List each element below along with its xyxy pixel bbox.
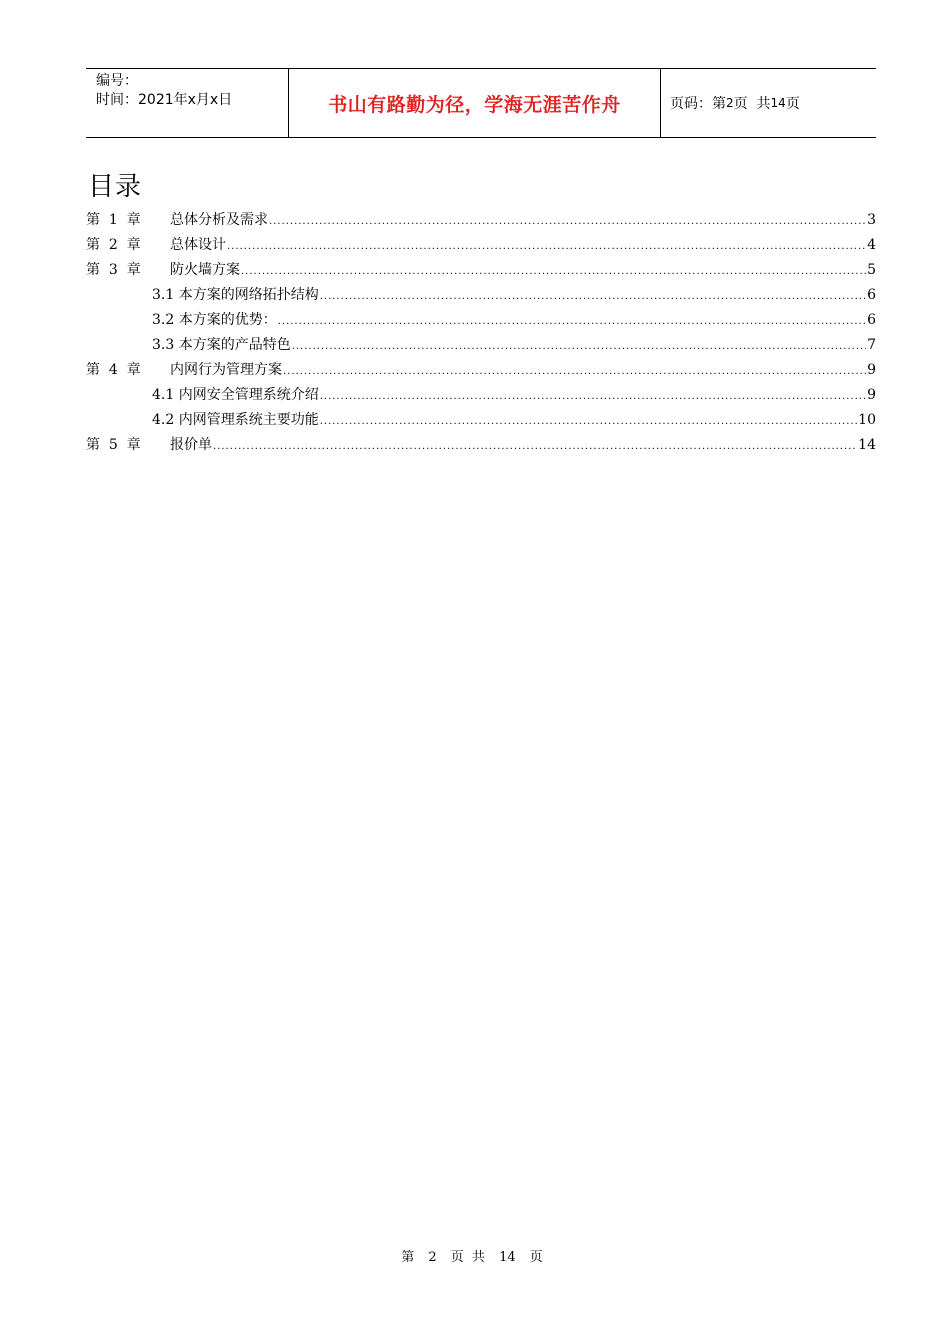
toc-entry-title: 3.1 本方案的网络拓扑结构 <box>152 287 319 303</box>
toc-entry-chapter-5[interactable] <box>86 433 876 458</box>
toc-title: 目录 <box>88 172 143 202</box>
toc-chapter-label: 第 4 章 <box>86 362 141 378</box>
header-motto: 书山有路勤为径，学海无涯苦作舟 <box>288 69 661 137</box>
toc-entry-section-3-3[interactable] <box>86 333 876 358</box>
toc-leader-dots <box>269 209 866 234</box>
toc-entry-title: 3.3 本方案的产品特色 <box>152 337 291 353</box>
toc-entry-section-4-2[interactable] <box>86 408 876 433</box>
toc-chapter-label: 第 3 章 <box>86 262 141 278</box>
toc-chapter-label: 第 2 章 <box>86 237 141 253</box>
toc-leader-dots <box>278 309 866 334</box>
toc-entry-page: 6 <box>867 287 876 303</box>
toc-entry-title: 内网行为管理方案 <box>170 362 282 378</box>
toc-entry-title: 4.1 内网安全管理系统介绍 <box>152 387 319 403</box>
page-footer <box>0 1246 950 1265</box>
footer-current: 2 <box>428 1250 437 1265</box>
table-of-contents <box>86 208 876 458</box>
toc-entry-page: 3 <box>867 212 876 228</box>
header-number-label: 编号： <box>96 73 138 89</box>
header-time-label: 时间：2021年x月x日 <box>96 92 233 108</box>
toc-leader-dots <box>320 384 866 409</box>
toc-entry-page: 6 <box>867 312 876 328</box>
toc-entry-title: 防火墙方案 <box>170 262 240 278</box>
toc-entry-title: 总体设计 <box>170 237 226 253</box>
header-meta <box>86 69 288 137</box>
toc-entry-page: 4 <box>867 237 876 253</box>
toc-entry-page: 9 <box>867 387 876 403</box>
footer-mid: 页 共 <box>450 1250 485 1265</box>
toc-leader-dots <box>241 259 866 284</box>
toc-entry-title: 4.2 内网管理系统主要功能 <box>152 412 319 428</box>
footer-post: 页 <box>529 1250 543 1265</box>
toc-entry-section-3-2[interactable] <box>86 308 876 333</box>
header-page-mid: 页 共 <box>733 96 771 112</box>
page-header <box>86 68 876 138</box>
toc-entry-chapter-3[interactable] <box>86 258 876 283</box>
toc-leader-dots <box>227 234 866 259</box>
toc-leader-dots <box>320 284 866 309</box>
toc-entry-title: 总体分析及需求 <box>170 212 268 228</box>
toc-leader-dots <box>292 334 866 359</box>
toc-entry-chapter-2[interactable] <box>86 233 876 258</box>
toc-entry-page: 5 <box>867 262 876 278</box>
header-page-prefix: 页码：第 <box>670 96 726 112</box>
header-page-total: 14 <box>770 96 786 110</box>
header-page-current: 2 <box>726 96 734 110</box>
toc-leader-dots <box>320 409 857 434</box>
header-page-suffix: 页 <box>785 96 800 112</box>
toc-entry-chapter-1[interactable] <box>86 208 876 233</box>
toc-chapter-label: 第 1 章 <box>86 212 141 228</box>
toc-leader-dots <box>213 434 857 459</box>
footer-total: 14 <box>499 1250 516 1265</box>
toc-entry-page: 14 <box>858 437 876 453</box>
footer-pre: 第 <box>401 1250 415 1265</box>
toc-entry-page: 7 <box>867 337 876 353</box>
toc-entry-section-3-1[interactable] <box>86 283 876 308</box>
toc-leader-dots <box>283 359 866 384</box>
header-page-info <box>661 69 876 137</box>
toc-entry-section-4-1[interactable] <box>86 383 876 408</box>
toc-entry-page: 10 <box>858 412 876 428</box>
toc-entry-title: 报价单 <box>170 437 212 453</box>
toc-entry-chapter-4[interactable] <box>86 358 876 383</box>
toc-entry-title: 3.2 本方案的优势： <box>152 312 277 328</box>
toc-chapter-label: 第 5 章 <box>86 437 141 453</box>
toc-entry-page: 9 <box>867 362 876 378</box>
